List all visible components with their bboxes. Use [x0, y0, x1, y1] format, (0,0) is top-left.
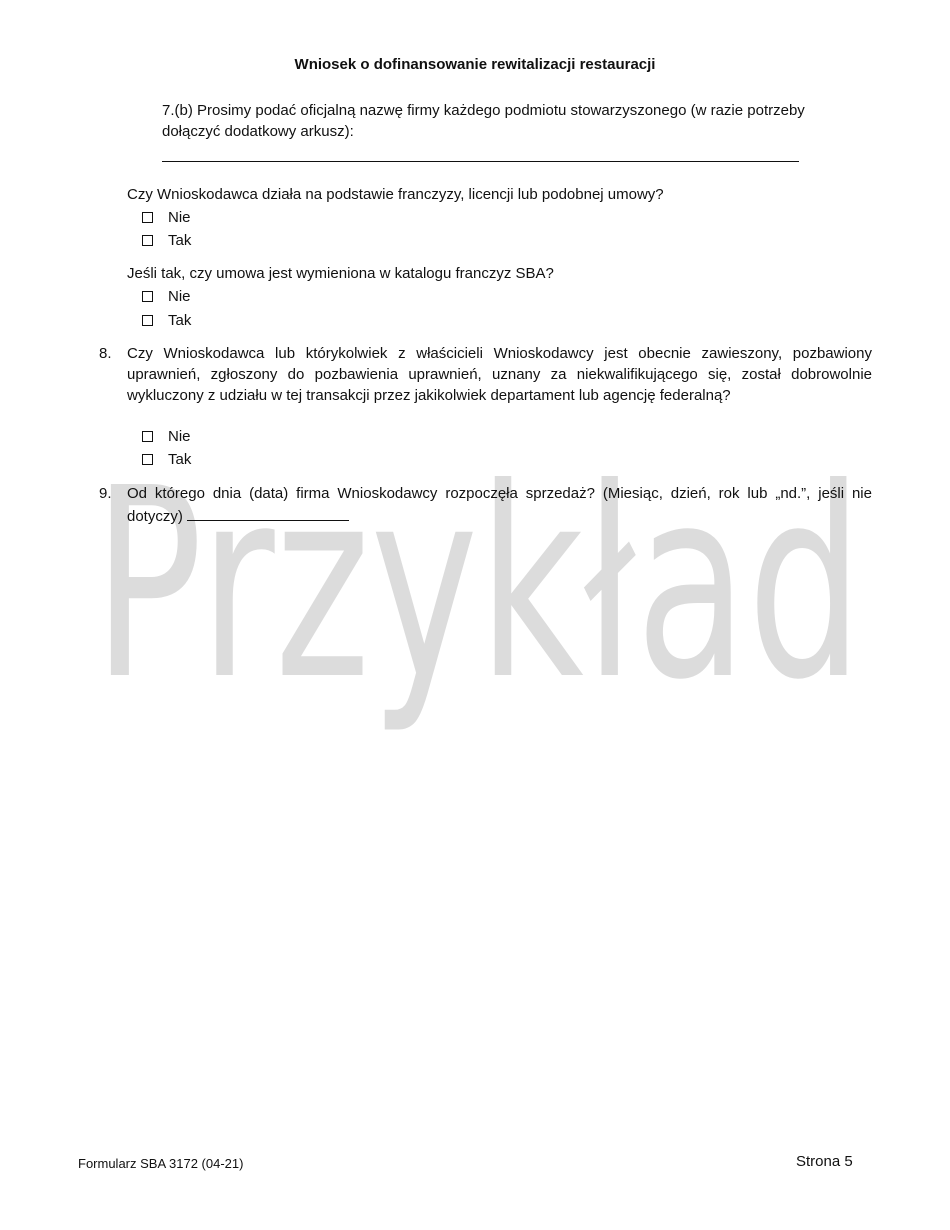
checkbox[interactable] — [142, 431, 153, 442]
question-8-text: Czy Wnioskodawca lub którykolwiek z właścicieli Wnioskodawcy jest obecnie zawieszony, pozbawiony uprawnień, zgłoszony do pozbawienia uprawnień, uznany za niekwalifikującego się, został dobrowolnie wykluczony z udziału w tej transakcji przez jakikolwiek departament lub agencję federalną? — [127, 345, 872, 404]
question-8-option-yes[interactable] — [142, 449, 191, 470]
page-number: Strona 5 — [796, 1153, 853, 1170]
checkbox[interactable] — [142, 212, 153, 223]
question-8-option-no[interactable] — [142, 426, 191, 447]
sba-directory-option-no[interactable] — [142, 286, 191, 307]
option-label: Tak — [168, 312, 192, 329]
sba-directory-option-yes[interactable] — [142, 310, 191, 331]
page-title: Wniosek o dofinansowanie rewitalizacji restauracji — [294, 56, 656, 73]
start-date-field[interactable] — [187, 504, 349, 521]
checkbox[interactable] — [142, 454, 153, 465]
option-label: Nie — [168, 428, 191, 445]
question-8-number: 8. — [99, 345, 112, 362]
option-label: Nie — [168, 209, 191, 226]
question-7b-text: 7.(b) Prosimy podać oficjalną nazwę firmy każdego podmiotu stowarzyszonego (w razie potrzeby dołączyć dodatkowy arkusz): — [162, 102, 805, 140]
affiliate-name-field[interactable] — [162, 145, 799, 162]
checkbox[interactable] — [142, 315, 153, 326]
franchise-question: Czy Wnioskodawca działa na podstawie franczyzy, licencji lub podobnej umowy? — [127, 186, 664, 203]
franchise-option-no[interactable] — [142, 207, 191, 228]
checkbox[interactable] — [142, 235, 153, 246]
franchise-option-yes[interactable] — [142, 230, 191, 251]
checkbox[interactable] — [142, 291, 153, 302]
question-9-block — [127, 483, 872, 527]
watermark-text: Przykład — [93, 455, 863, 737]
option-label: Nie — [168, 288, 191, 305]
question-9-text: Od którego dnia (data) firma Wnioskodawcy rozpoczęła sprzedaż? (Miesiąc, dzień, rok lub „nd.”, jeśli nie dotyczy) — [127, 485, 872, 525]
question-9-number: 9. — [99, 485, 112, 502]
form-id: Formularz SBA 3172 (04-21) — [78, 1156, 244, 1171]
option-label: Tak — [168, 451, 192, 468]
option-label: Tak — [168, 232, 192, 249]
sba-directory-question: Jeśli tak, czy umowa jest wymieniona w katalogu franczyz SBA? — [127, 265, 554, 282]
